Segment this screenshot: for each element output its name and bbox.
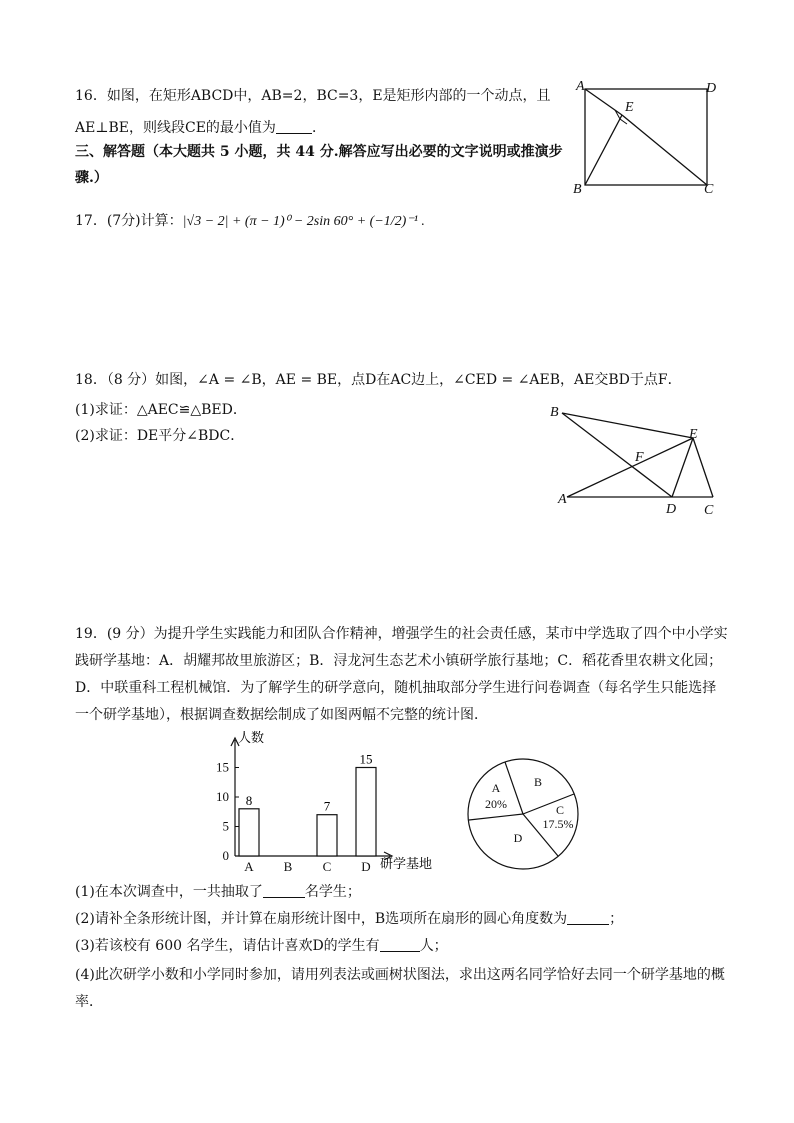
q19-sub3-post: 人； [419,938,448,954]
x-tick-label-b: B [283,859,293,874]
label-a: A [576,79,585,94]
q16-line1: 16．如图，在矩形ABCD中，AB=2，BC=3，E是矩形内部的一个动点，且 [75,88,551,104]
q19-line4: 一个研学基地），根据调查数据绘制成了如图两幅不完整的统计图． [75,707,488,723]
label-c: C [704,182,714,197]
x-tick-label-a: A [244,859,254,874]
label-d: D [666,502,677,517]
q16-line2-pre: AE⊥BE，则线段CE的最小值为 [75,120,276,136]
q17-prefix: 17．(7分)计算： [75,213,183,229]
q19-sub3-blank[interactable] [380,937,420,952]
q19-sub3-pre: (3)若该校有 600 名学生，请估计喜欢D的学生有 [75,938,380,954]
segment-be [585,115,622,185]
section3-heading-line1: 三、解答题（本大题共 5 小题，共 44 分.解答应写出必要的文字说明或推演步 [75,144,563,160]
segment-ae [585,89,622,115]
q18-part1: (1)求证：△AEC≌△BED． [75,402,247,418]
label-f: F [635,450,644,465]
bar-data-label-c: 7 [323,798,331,814]
y-axis-label: 人数 [238,730,265,745]
label-e: E [625,100,634,115]
q16-rectangle-figure [570,75,730,200]
segment-ec [693,438,713,497]
pie-label-d: D [513,831,523,845]
label-b: B [550,405,559,420]
section3-heading-line2: 骤.） [75,170,108,186]
pie-divider-bc [523,794,574,814]
q19-sub1-post: 名学生； [304,884,361,900]
q19-line1: 19．(9 分）为提升学生实践能力和团队合作精神，增强学生的社会责任感，某市中学选取了四个中小学实 [75,626,728,642]
q16-answer-blank[interactable] [276,119,312,134]
q19-sub3 [75,935,448,955]
q19-sub2-pre: (2)请补全条形统计图，并计算在扇形统计图中，B选项所在扇形的圆心角度数为 [75,911,568,927]
y-tick-label: 5 [222,818,229,834]
y-tick-label: 0 [222,848,229,863]
x-tick-label-d: D [361,859,371,874]
q17-formula: |√3 − 2| + (π − 1)⁰ − 2sin 60° + (−1/2)⁻¹ . [182,214,425,229]
pie-divider-da [469,814,523,820]
segment-ae [567,438,693,497]
q17 [75,210,425,230]
q16-line2-post: ． [311,120,326,136]
label-e: E [689,427,698,442]
segment-ec [622,115,707,185]
pie-divider-ab [505,762,523,814]
label-a: A [558,492,567,507]
q19-sub4-line1: (4)此次研学小数和小学同时参加，请用列表法或画树状图法，求出这两名同学恰好去同一个研学基地的概 [75,967,725,983]
q18-stem: 18．（8 分）如图，∠A = ∠B，AE = BE，点D在AC边上，∠CED = ∠AEB，AE交BD于点F． [75,372,682,388]
y-tick-label: 15 [216,759,229,775]
q18-part2: (2)求证：DE平分∠BDC． [75,428,245,444]
bar-data-label-d: 15 [359,751,373,767]
pie-value-a: 20% [485,797,507,811]
bar-d [356,768,376,857]
q19-sub2 [75,908,623,928]
pie-label-a: A [491,781,501,795]
q19-line2: 践研学基地：A．胡耀邦故里旅游区；B．浔龙河生态艺术小镇研学旅行基地；C．稻花香里农耕文化园； [75,653,723,669]
bar-data-label-a: 8 [245,792,253,808]
pie-label-c: C [555,803,565,817]
pie-value-c: 17.5% [542,817,574,831]
label-b: B [573,182,582,197]
pie-label-b: B [533,775,543,789]
q19-sub2-post: ； [609,911,624,927]
pie-chart [460,750,590,880]
bar-c [317,815,337,856]
label-d: D [706,81,717,96]
bar-a [239,809,259,856]
q19-sub1 [75,881,361,901]
y-tick-label: 10 [216,789,229,804]
q19-sub1-pre: (1)在本次调查中，一共抽取了 [75,884,263,900]
q19-sub4-line2: 率． [75,994,103,1010]
bar-chart [200,728,440,878]
q19-line3: D．中联重科工程机械馆．为了解学生的研学意向，随机抽取部分学生进行问卷调查（每名学生只能选择 [75,680,717,696]
q19-sub2-blank[interactable] [567,910,609,925]
q19-sub1-blank[interactable] [263,883,305,898]
x-tick-label-c: C [322,859,332,874]
label-c: C [704,503,714,518]
segment-be [562,413,693,438]
q18-triangle-figure [550,400,730,520]
q16-line2 [75,117,326,137]
x-axis-label: 研学基地 [380,856,433,871]
